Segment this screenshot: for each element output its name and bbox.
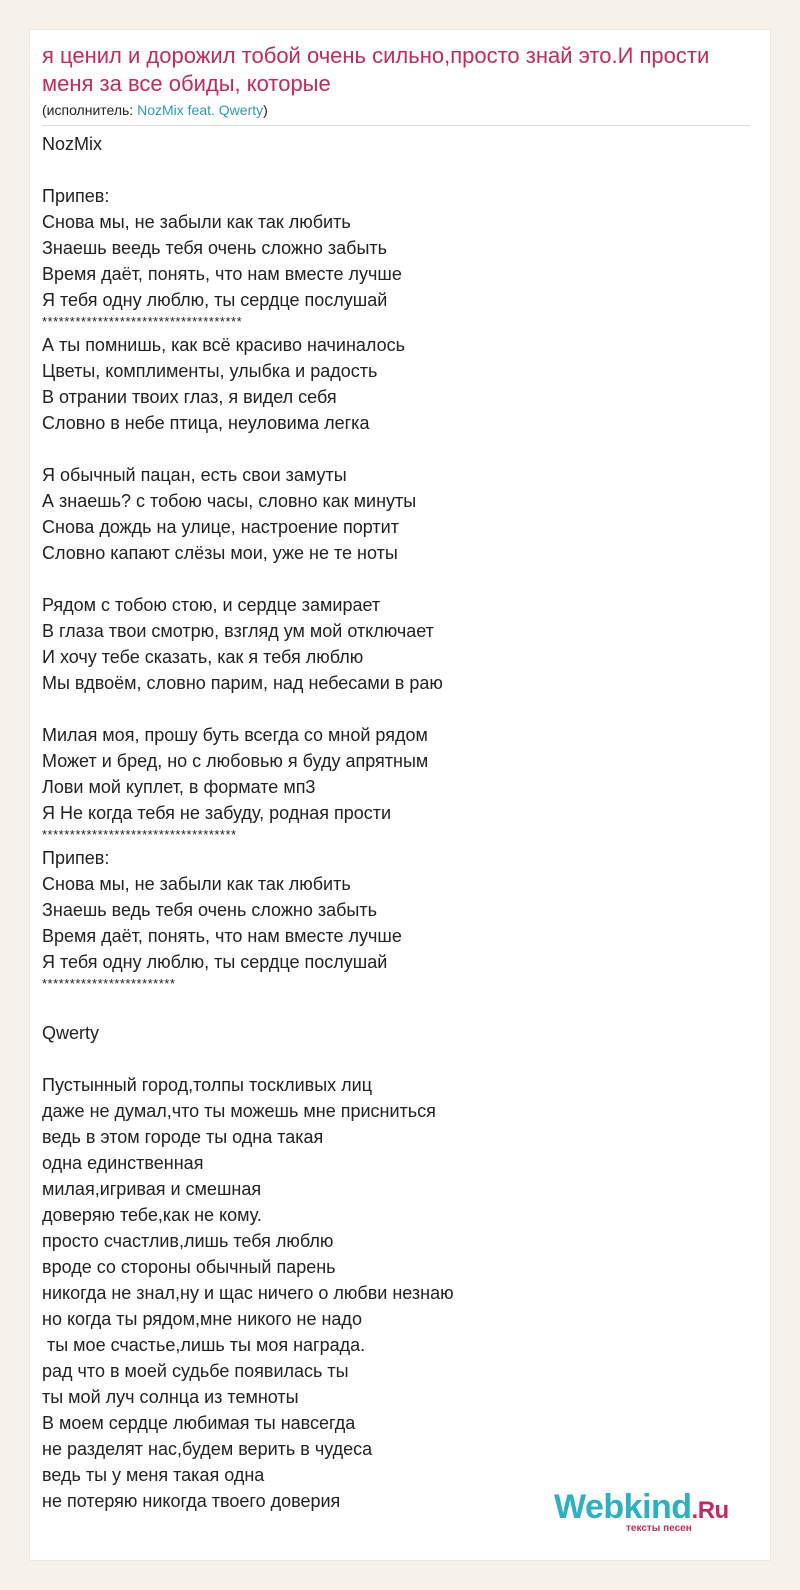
lyric-line: Мы вдвоём, словно парим, над небесами в раю <box>42 673 443 693</box>
lyric-gap <box>42 157 742 183</box>
lyric-line: Словно в небе птица, неуловима легка <box>42 413 370 433</box>
lyric-line: Словно капают слёзы мои, уже не те ноты <box>42 543 398 563</box>
lyric-line: Снова мы, не забыли как так любить <box>42 212 351 232</box>
lyric-gap <box>42 696 742 722</box>
lyric-line: ты мой луч солнца из темноты <box>42 1387 299 1407</box>
lyrics-page <box>30 30 770 1560</box>
header-divider <box>42 125 750 126</box>
lyric-line: никогда не знал,ну и щас ничего о любви незнаю <box>42 1283 454 1303</box>
lyric-separator: *********************************** <box>42 827 237 842</box>
performer-prefix: (исполнитель: <box>42 102 138 118</box>
lyrics-text <box>42 131 742 1514</box>
lyric-line: Я обычный пацан, есть свои замуты <box>42 465 347 485</box>
lyric-line: не потеряю никогда твоего доверия <box>42 1491 341 1511</box>
lyric-separator: ************************ <box>42 976 176 991</box>
lyric-line: В глаза твои смотрю, взгляд ум мой отключает <box>42 621 434 641</box>
performer-suffix: ) <box>263 102 268 118</box>
lyric-gap <box>42 994 742 1020</box>
lyric-line: Я тебя одну люблю, ты сердце послушай <box>42 952 388 972</box>
lyric-line: Милая моя, прошу буть всегда со мной рядом <box>42 725 428 745</box>
lyric-line: Я тебя одну люблю, ты сердце послушай <box>42 290 388 310</box>
lyric-separator: ************************************ <box>42 314 243 329</box>
lyric-line: доверяю тебе,как не кому. <box>42 1205 262 1225</box>
lyric-line: NozMix <box>42 134 103 154</box>
page-title: я ценил и дорожил тобой очень сильно,просто знай это.И прости меня за все обиды, которые <box>42 43 710 96</box>
lyric-gap <box>42 566 742 592</box>
lyric-line: рад что в моей судьбе появилась ты <box>42 1361 349 1381</box>
logo-tagline: тексты песен <box>626 1523 692 1534</box>
lyric-line: Снова дождь на улице, настроение портит <box>42 517 399 537</box>
lyric-line: Припев: <box>42 848 110 868</box>
lyric-line: даже не думал,что ты можешь мне присниться <box>42 1101 436 1121</box>
lyric-gap <box>42 436 742 462</box>
artist-link[interactable]: NozMix feat. Qwerty <box>137 102 264 118</box>
lyric-gap <box>42 1046 742 1072</box>
lyric-line: ты мое счастье,лишь ты моя награда. <box>42 1335 366 1355</box>
site-logo[interactable] <box>554 1488 744 1532</box>
lyric-line: А ты помнишь, как всё красиво начиналось <box>42 335 406 355</box>
lyric-line: Рядом с тобою стою, и сердце замирает <box>42 595 381 615</box>
lyric-line: вроде со стороны обычный парень <box>42 1257 336 1277</box>
lyric-line: Я Не когда тебя не забуду, родная прости <box>42 803 392 823</box>
lyric-line: Цветы, комплименты, улыбка и радость <box>42 361 378 381</box>
lyric-line: В моем сердце любимая ты навсегда <box>42 1413 356 1433</box>
lyric-line: просто счастлив,лишь тебя люблю <box>42 1231 334 1251</box>
lyric-line: Время даёт, понять, что нам вместе лучше <box>42 926 402 946</box>
lyric-line: милая,игривая и смешная <box>42 1179 262 1199</box>
lyric-line: Лови мой куплет, в формате мп3 <box>42 777 316 797</box>
lyric-line: Пустынный город,толпы тоскливых лиц <box>42 1075 373 1095</box>
lyric-line: Время даёт, понять, что нам вместе лучше <box>42 264 402 284</box>
lyric-line: Знаешь ведь тебя очень сложно забыть <box>42 900 377 920</box>
lyric-line: одна единственная <box>42 1153 204 1173</box>
lyric-line: Qwerty <box>42 1023 100 1043</box>
performer-line <box>42 101 268 119</box>
logo-tld: .Ru <box>691 1497 729 1524</box>
lyric-line: В отрании твоих глаз, я видел себя <box>42 387 337 407</box>
lyric-line: Знаешь веедь тебя очень сложно забыть <box>42 238 387 258</box>
lyric-line: А знаешь? с тобою часы, словно как минуты <box>42 491 417 511</box>
lyric-line: ведь ты у меня такая одна <box>42 1465 265 1485</box>
lyric-line: Припев: <box>42 186 110 206</box>
lyric-line: Может и бред, но с любовью я буду апрятным <box>42 751 429 771</box>
lyric-line: Снова мы, не забыли как так любить <box>42 874 351 894</box>
lyric-line: И хочу тебе сказать, как я тебя люблю <box>42 647 364 667</box>
lyric-line: но когда ты рядом,мне никого не надо <box>42 1309 362 1329</box>
lyric-line: ведь в этом городе ты одна такая <box>42 1127 324 1147</box>
lyric-line: не разделят нас,будем верить в чудеса <box>42 1439 373 1459</box>
logo-name: Webkind <box>554 1488 692 1526</box>
